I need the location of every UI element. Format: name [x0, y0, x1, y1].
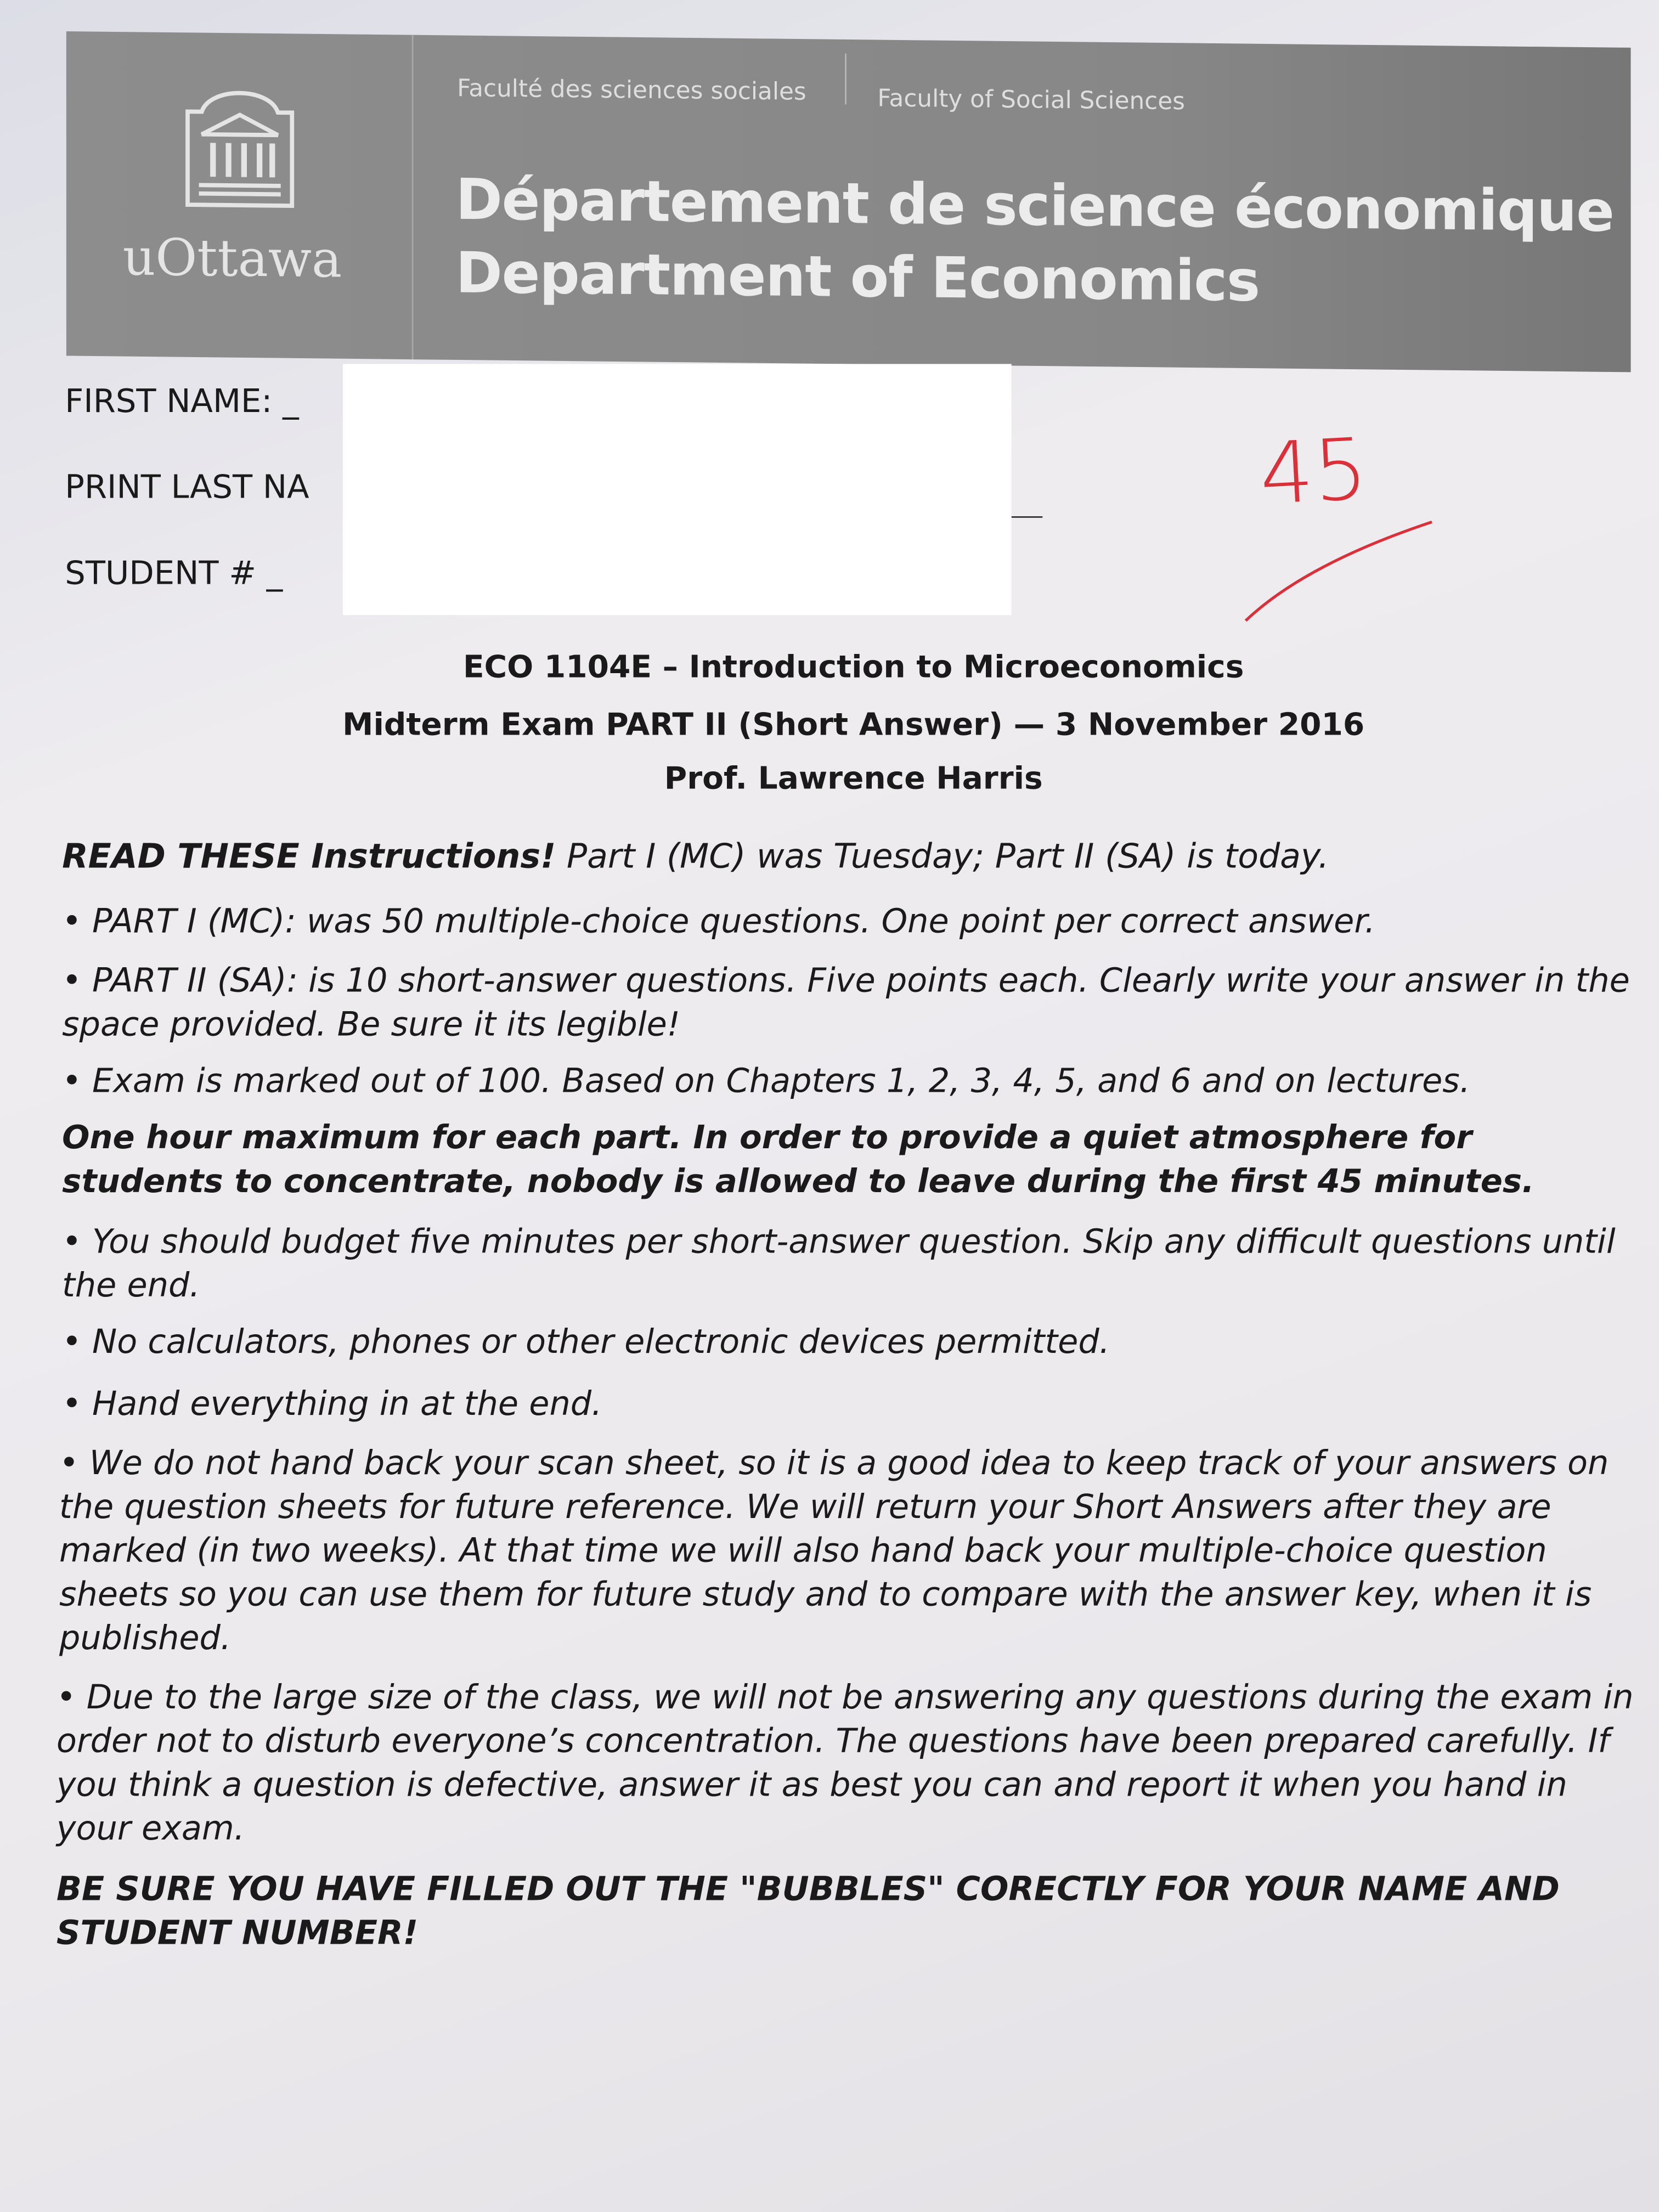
instruction-item: • Exam is marked out of 100. Based on Chapters 1, 2, 3, 4, 5, and 6 and on lectures. — [62, 1060, 1471, 1101]
student-number-label: STUDENT # _ — [65, 556, 283, 592]
exam-title: Midterm Exam PART II (Short Answer) — 3 November 2016 — [342, 708, 1365, 744]
name-underline — [1012, 516, 1043, 518]
final-notice: BE SURE YOU HAVE FILLED OUT THE "BUBBLES" CORECTLY FOR YOUR NAME AND STUDENT NUMBER! — [56, 1869, 1560, 1953]
redaction-box — [343, 364, 1012, 615]
last-name-label: PRINT LAST NA — [65, 470, 309, 507]
faculty-divider — [845, 54, 847, 105]
uottawa-logo-text: uOttawa — [122, 229, 342, 290]
department-name-en: Department of Economics — [455, 241, 1260, 315]
university-building-icon — [182, 83, 298, 208]
faculty-name-fr: Faculté des sciences sociales — [457, 75, 806, 107]
department-name-fr: Département de science économique — [455, 168, 1614, 245]
first-name-label: FIRST NAME: _ — [65, 383, 299, 421]
professor-name: Prof. Lawrence Harris — [664, 761, 1043, 797]
faculty-name-en: Faculty of Social Sciences — [877, 84, 1185, 117]
instruction-item: • We do not hand back your scan sheet, so it is a good idea to keep track of your answers on the question sheets for future reference. We will return your Short Answers after they are marked (in two weeks). At that time we will also hand back your multiple-choice question sheets so you can use them for future study and to compare with the answer key, when it is published. — [59, 1443, 1609, 1658]
instruction-item: • Hand everything in at the end. — [62, 1384, 602, 1424]
instructions-heading: READ THESE Instructions! — [62, 836, 556, 876]
instruction-item: • PART I (MC): was 50 multiple-choice questions. One point per correct answer. — [62, 901, 1375, 941]
grade-mark: 45 — [1257, 420, 1370, 525]
time-notice: One hour maximum for each part. In order to provide a quiet atmosphere for students to concentrate, nobody is allowed to leave during the first 45 minutes. — [62, 1120, 1534, 1201]
grade-slash-icon — [1234, 508, 1446, 635]
instructions-heading-line — [62, 835, 1642, 879]
instruction-item: • You should budget five minutes per short-answer question. Skip any difficult questions until the end. — [62, 1221, 1616, 1305]
instruction-item: • PART II (SA): is 10 short-answer questions. Five points each. Clearly write your answer in the space provided. Be sure it its legible! — [62, 961, 1630, 1044]
instruction-item: • Due to the large size of the class, we will not be answering any questions during the exam in order not to disturb everyone’s concentration. The questions have been prepared carefully. If you think a question is defective, answer it as best you can and report it when you hand in your exam. — [56, 1677, 1634, 1848]
banner-divider — [412, 35, 414, 359]
instructions-heading-rest: Part I (MC) was Tuesday; Part II (SA) is today. — [556, 836, 1329, 876]
course-title: ECO 1104E – Introduction to Microeconomics — [462, 650, 1244, 686]
instruction-item: • No calculators, phones or other electronic devices permitted. — [62, 1322, 1110, 1362]
department-banner — [66, 31, 1631, 372]
